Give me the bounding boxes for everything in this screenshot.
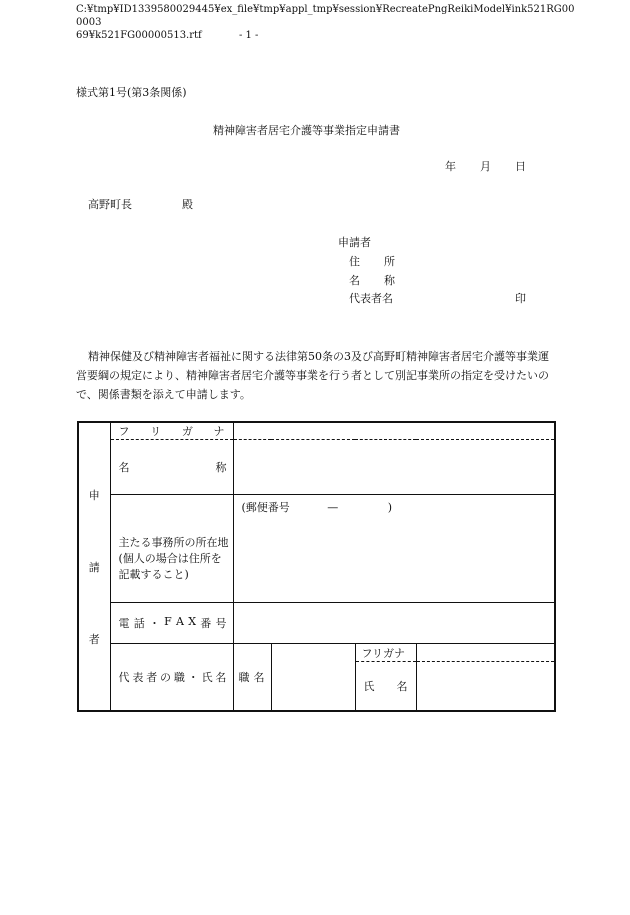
postal-code-close: )	[387, 501, 393, 514]
office-address-field[interactable]	[233, 495, 555, 603]
rep-furigana-field[interactable]	[417, 644, 555, 662]
date-day: 日	[515, 160, 526, 173]
side-label-char-3: 者	[88, 632, 100, 646]
file-path-line2: 69¥k521FG00000513.rtf	[76, 30, 202, 41]
position-field[interactable]	[271, 644, 355, 712]
postal-code-dash: —	[327, 501, 339, 514]
file-path-header	[76, 3, 576, 42]
applicant-name-char-2: 称	[384, 274, 395, 287]
phone-fax-field[interactable]	[233, 603, 555, 644]
rep-name-label	[356, 662, 416, 710]
phone-fax-char-4: F	[164, 615, 172, 628]
phone-fax-char-1: 電	[118, 617, 130, 630]
phone-fax-char-2: 話	[133, 617, 145, 630]
office-address-label	[110, 495, 233, 603]
representative-char-5: 職	[173, 671, 185, 684]
application-form-table	[77, 421, 556, 712]
postal-code-line	[234, 495, 555, 515]
name-char-1: 名	[118, 461, 130, 474]
applicant-representative: 代表者名	[349, 292, 393, 305]
representative-char-6: ・	[187, 671, 199, 684]
side-label-char-1: 申	[88, 488, 100, 502]
side-label-char-2: 請	[88, 560, 100, 574]
rep-furigana-label: フリガナ	[356, 644, 416, 662]
representative-char-2: 表	[132, 671, 144, 684]
representative-char-4: の	[160, 671, 172, 684]
file-path-line1: C:¥tmp¥ID1339580029445¥ex_file¥tmp¥appl_tmp¥session¥RecreatePngReikiModel¥ink521RG000003	[76, 4, 575, 28]
representative-char-3: 者	[146, 671, 158, 684]
phone-fax-char-6: X	[188, 615, 197, 628]
name-field[interactable]	[233, 440, 555, 495]
representative-char-8: 名	[215, 671, 227, 684]
postal-code-label: (郵便番号	[241, 501, 290, 514]
phone-fax-char-8: 号	[215, 617, 227, 630]
office-address-text: 主たる事務所の所在地(個人の場合は住所を記載すること)	[118, 535, 229, 581]
representative-char-7: 氏	[201, 671, 213, 684]
phone-fax-char-3: ・	[148, 617, 160, 630]
phone-fax-char-7: 番	[200, 617, 212, 630]
representative-label	[110, 644, 233, 712]
document-title: 精神障害者居宅介護等事業指定申請書	[213, 124, 400, 137]
form-number: 様式第1号(第3条関係)	[76, 86, 187, 99]
furigana-char-3: ガ	[181, 425, 193, 438]
rep-name-char-2: 名	[396, 680, 408, 693]
furigana-char-4: ナ	[213, 425, 225, 438]
representative-char-1: 代	[118, 671, 130, 684]
phone-fax-label	[110, 603, 233, 644]
furigana-char-1: フ	[118, 425, 130, 438]
rep-name-field[interactable]	[417, 662, 555, 710]
name-label	[110, 440, 233, 495]
rep-name-char-1: 氏	[363, 680, 375, 693]
position-char-2: 名	[253, 671, 265, 684]
date-month: 月	[480, 160, 491, 173]
addressee: 高野町長	[88, 198, 132, 211]
applicant-name-char-1: 名	[349, 274, 360, 287]
applicant-address-char-2: 所	[384, 255, 395, 268]
furigana-field[interactable]	[233, 422, 555, 440]
addressee-honorific: 殿	[182, 198, 193, 211]
rep-name-field-cell[interactable]	[416, 644, 555, 712]
application-statement: 精神保健及び精神障害者福祉に関する法律第50条の3及び高野町精神障害者居宅介護等事業運営要綱の規定により、精神障害者居宅介護等事業を行う者として別記事業所の指定を受けたいので、関係書類を添えて申請します。	[76, 350, 549, 401]
position-char-1: 職	[238, 671, 250, 684]
name-char-2: 称	[215, 461, 227, 474]
applicant-label: 申請者	[338, 236, 371, 249]
furigana-label	[110, 422, 233, 440]
seal-mark: 印	[515, 292, 526, 305]
applicant-side-label	[78, 422, 110, 711]
position-label	[233, 644, 271, 712]
furigana-char-2: リ	[150, 425, 162, 438]
date-year: 年	[445, 160, 456, 173]
page-number: - 1 -	[238, 30, 259, 41]
applicant-address-char-1: 住	[349, 255, 360, 268]
phone-fax-char-5: A	[176, 615, 184, 628]
rep-name-label-cell	[355, 644, 416, 712]
